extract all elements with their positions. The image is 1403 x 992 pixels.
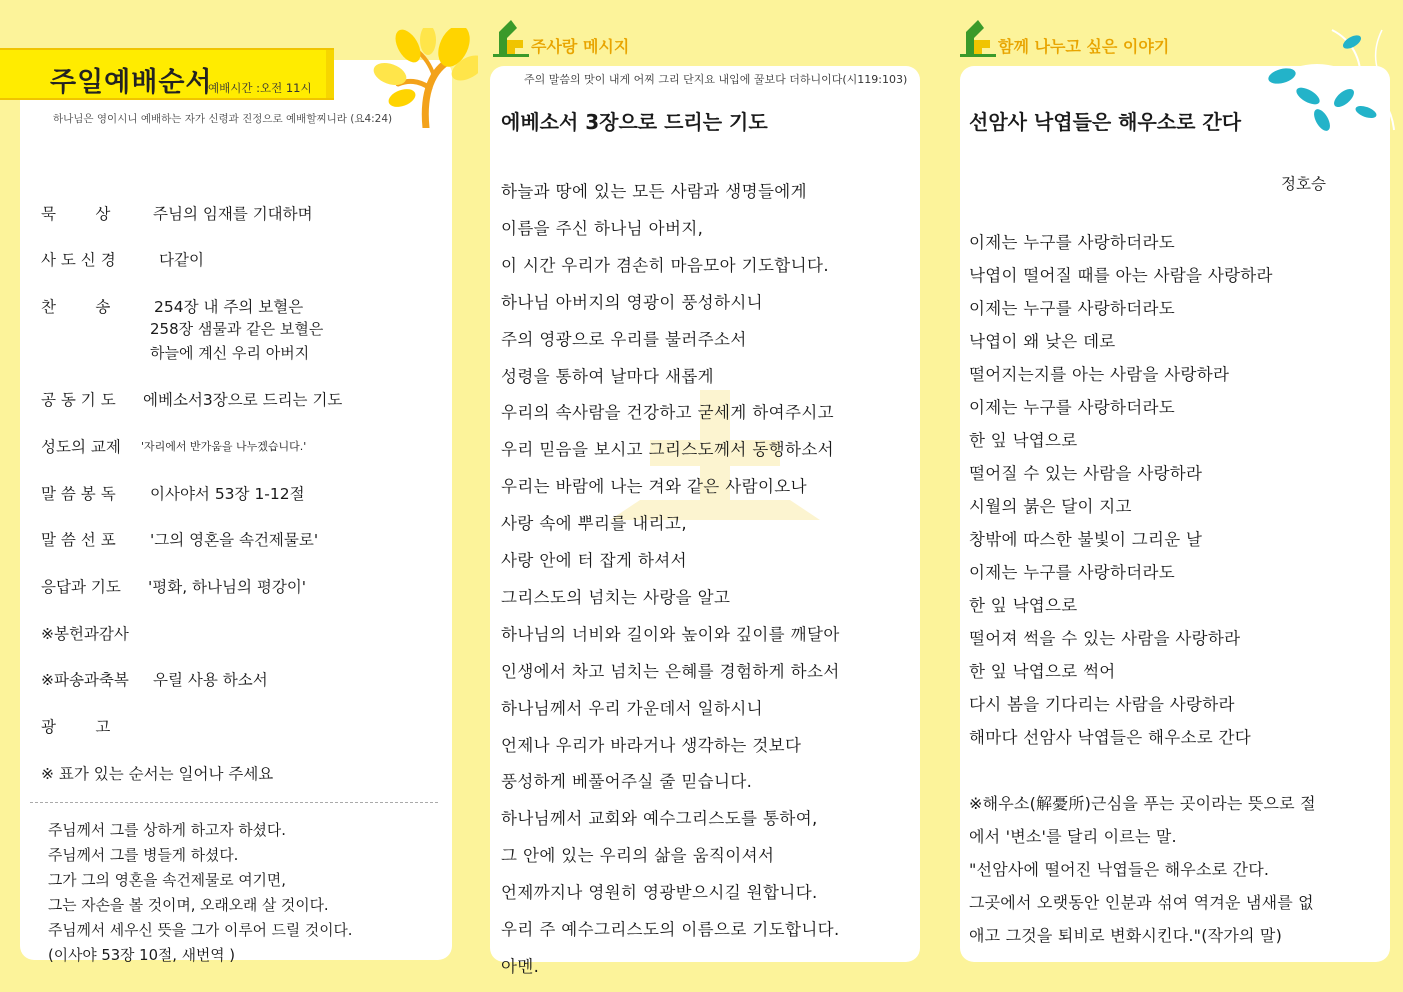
hymn-line: 하늘에 계신 우리 아버지 [150, 344, 310, 362]
note-line: 에서 '변소'를 달리 이르는 말. [969, 827, 1177, 846]
prayer-line: 언제까지나 영원히 영광받으시길 원합니다. [501, 883, 818, 903]
poem-line: 이제는 누구를 사랑하더라도 [969, 233, 1175, 252]
poem-title: 선암사 낙엽들은 해우소로 간다 [969, 110, 1242, 134]
prayer-line: 우리 믿음을 보시고 그리스도께서 동행하소서 [501, 440, 835, 460]
prayer-line: 이름을 주신 하나님 아버지, [501, 218, 704, 238]
poem-line: 이제는 누구를 사랑하더라도 [969, 398, 1175, 417]
verse-line: 주님께서 그를 병들게 하셨다. [48, 847, 239, 864]
prayer-line: 성령을 통하여 날마다 새롭게 [501, 366, 715, 386]
verse-line: 그가 그의 영혼을 속건제물로 여기면, [48, 872, 286, 889]
swirl-leaves-icon [1262, 20, 1402, 140]
verse-line: 그는 자손을 볼 것이며, 오래오래 살 것이다. [48, 897, 329, 914]
prayer-line: 그리스도의 넘치는 사랑을 알고 [501, 587, 731, 607]
poem-line: 시월의 붉은 달이 지고 [969, 497, 1132, 516]
hymn-line: 258장 샘물과 같은 보혈은 [150, 320, 324, 338]
prayer-line: 우리의 속사람을 건강하고 굳세게 하여주시고 [501, 403, 835, 423]
note-line: 그곳에서 오랫동안 인분과 섞여 역겨운 냄새를 없 [969, 893, 1314, 912]
header-verse: 하나님은 영이시니 예배하는 자가 신령과 진정으로 예배할찌니라 (요4:24) [53, 113, 393, 125]
order-item-fellowship: 성도의 교제 '자리에서 반가움을 나누겠습니다.' [41, 438, 307, 456]
poem-line: 떨어질 수 있는 사람을 사랑하라 [969, 464, 1203, 483]
verse-line: 주님께서 그를 상하게 하고자 하셨다. [48, 822, 286, 839]
prayer-line: 하나님의 너비와 길이와 높이와 깊이를 깨달아 [501, 624, 840, 644]
prayer-line: 이 시간 우리가 겸손히 마음모아 기도합니다. [501, 255, 829, 275]
standing-note: ※ 표가 있는 순서는 일어나 주세요 [41, 765, 274, 783]
poem-line: 떨어져 썩을 수 있는 사람을 사랑하라 [969, 629, 1241, 648]
prayer-line: 인생에서 차고 넘치는 은혜를 경험하게 하소서 [501, 661, 840, 681]
order-item-reading: 말 씀 봉 독 이사야서 53장 1-12절 [41, 485, 305, 503]
section-label: 주사랑 메시지 [531, 37, 630, 56]
verse-line: (이사야 53장 10절, 새번역 ) [48, 947, 236, 964]
note-line: ※해우소(解憂所)근심을 푸는 곳이라는 뜻으로 절 [969, 794, 1316, 813]
divider [30, 802, 438, 803]
prayer-line: 주의 영광으로 우리를 불러주소서 [501, 329, 747, 349]
section-label: 함께 나누고 싶은 이야기 [998, 37, 1170, 56]
message-verse: 주의 말씀의 맛이 내게 어찌 그리 단지요 내입에 꿀보다 더하니이다(시119:103) [524, 73, 908, 86]
poem-line: 이제는 누구를 사랑하더라도 [969, 299, 1175, 318]
poem-line: 낙엽이 떨어질 때를 아는 사람을 사랑하라 [969, 266, 1273, 285]
verse-line: 주님께서 세우신 뜻을 그가 이루어 드릴 것이다. [48, 922, 353, 939]
note-line: 애고 그것을 퇴비로 변화시킨다."(작가의 말) [969, 926, 1283, 945]
poem-line: 해마다 선암사 낙엽들은 해우소로 간다 [969, 728, 1252, 747]
poem-line: 한 잎 낙엽으로 [969, 431, 1078, 450]
logo-icon [493, 18, 529, 58]
order-item-response: 응답과 기도 '평화, 하나님의 평강이' [41, 578, 307, 596]
prayer-line: 우리는 바람에 나는 겨와 같은 사람이오나 [501, 477, 807, 497]
prayer-title: 에베소서 3장으로 드리는 기도 [501, 110, 768, 134]
order-item-sermon: 말 씀 선 포 '그의 영혼을 속건제물로' [41, 531, 319, 549]
order-item-meditation: 묵 상 주님의 임재를 기대하며 [41, 205, 313, 223]
prayer-line: 사랑 안에 터 잡게 하셔서 [501, 551, 687, 570]
poem-author: 정호승 [1281, 175, 1326, 193]
note-line: "선암사에 떨어진 낙엽들은 해우소로 간다. [969, 860, 1270, 879]
poem-line: 이제는 누구를 사랑하더라도 [969, 563, 1175, 582]
prayer-line: 우리 주 예수그리스도의 이름으로 기도합니다. [501, 920, 840, 939]
prayer-line: 하나님 아버지의 영광이 풍성하시니 [501, 292, 764, 312]
poem-line: 한 잎 낙엽으로 썩어 [969, 662, 1116, 681]
prayer-line: 하늘과 땅에 있는 모든 사람과 생명들에게 [501, 182, 807, 201]
poem-line: 낙엽이 왜 낮은 데로 [969, 332, 1116, 351]
prayer-line: 아멘. [501, 956, 540, 976]
order-item-offering: ※봉헌과감사 [41, 625, 129, 643]
order-item-prayer: 공 동 기 도 에베소서3장으로 드리는 기도 [41, 391, 343, 409]
prayer-line: 풍성하게 베풀어주실 줄 믿습니다. [501, 772, 753, 792]
prayer-line: 하나님께서 교회와 예수그리스도를 통하여, [501, 809, 818, 829]
order-item-benediction: ※파송과축복 우릴 사용 하소서 [41, 671, 268, 689]
page-title: 주일예배순서 [50, 67, 213, 98]
prayer-line: 언제나 우리가 바라거나 생각하는 것보다 [501, 735, 802, 755]
poem-line: 한 잎 낙엽으로 [969, 596, 1078, 615]
prayer-line: 하나님께서 우리 가운데서 일하시니 [501, 698, 764, 718]
poem-line: 다시 봄을 기다리는 사람을 사랑하라 [969, 695, 1235, 714]
order-item-creed: 사 도 신 경 다같이 [41, 251, 204, 269]
prayer-line: 그 안에 있는 우리의 삶을 움직이셔서 [501, 846, 775, 866]
logo-icon [960, 18, 996, 58]
prayer-line: 사랑 속에 뿌리를 내리고, [501, 514, 687, 534]
poem-line: 창밖에 따스한 불빛이 그리운 날 [969, 530, 1203, 549]
tree-icon [368, 28, 478, 128]
service-time: 예배시간 :오전 11시 [208, 81, 312, 95]
order-item-hymn: 찬 송 254장 내 주의 보혈은 [41, 298, 304, 316]
order-item-announcement: 광 고 [41, 718, 111, 736]
poem-line: 떨어지는지를 아는 사람을 사랑하라 [969, 365, 1230, 384]
